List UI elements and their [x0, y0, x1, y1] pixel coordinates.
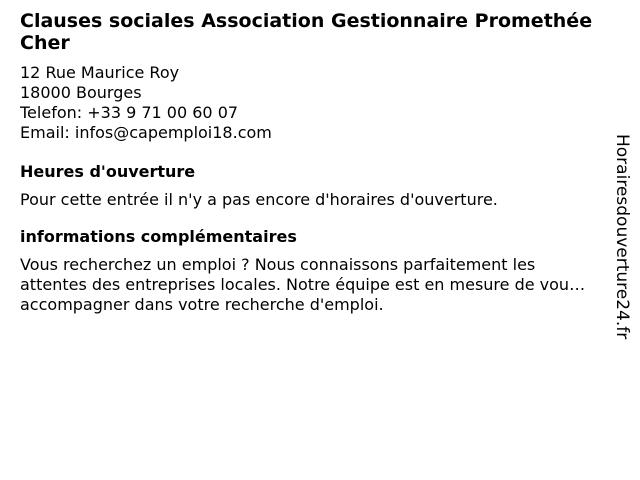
additional-info-heading: informations complémentaires — [20, 227, 297, 246]
opening-hours-text: Pour cette entrée il n'y a pas encore d'horaires d'ouverture. — [20, 190, 498, 209]
address-street: 12 Rue Maurice Roy — [20, 63, 180, 82]
additional-info-text: Vous recherchez un emploi ? Nous connaissons parfaitement les attentes des entreprises locales. Notre équipe est en mesure de vous accompagner dans votre recherche d'emploi. — [20, 255, 578, 314]
opening-hours-heading: Heures d'ouverture — [20, 162, 196, 181]
phone-line — [20, 103, 600, 123]
email-line — [20, 123, 600, 143]
email-label: Email: — [20, 123, 70, 142]
email-address[interactable]: infos@capemploi18.com — [74, 123, 272, 142]
site-watermark: Horairesdouverture24.fr — [612, 134, 632, 340]
phone-number[interactable]: +33 9 71 00 60 07 — [87, 103, 239, 122]
contact-block — [20, 63, 600, 143]
address-city: 18000 Bourges — [20, 83, 142, 102]
phone-label: Telefon: — [20, 103, 83, 122]
business-card — [20, 10, 600, 314]
business-title: Clauses sociales Association Gestionnaire Promethée Cher — [20, 10, 593, 54]
